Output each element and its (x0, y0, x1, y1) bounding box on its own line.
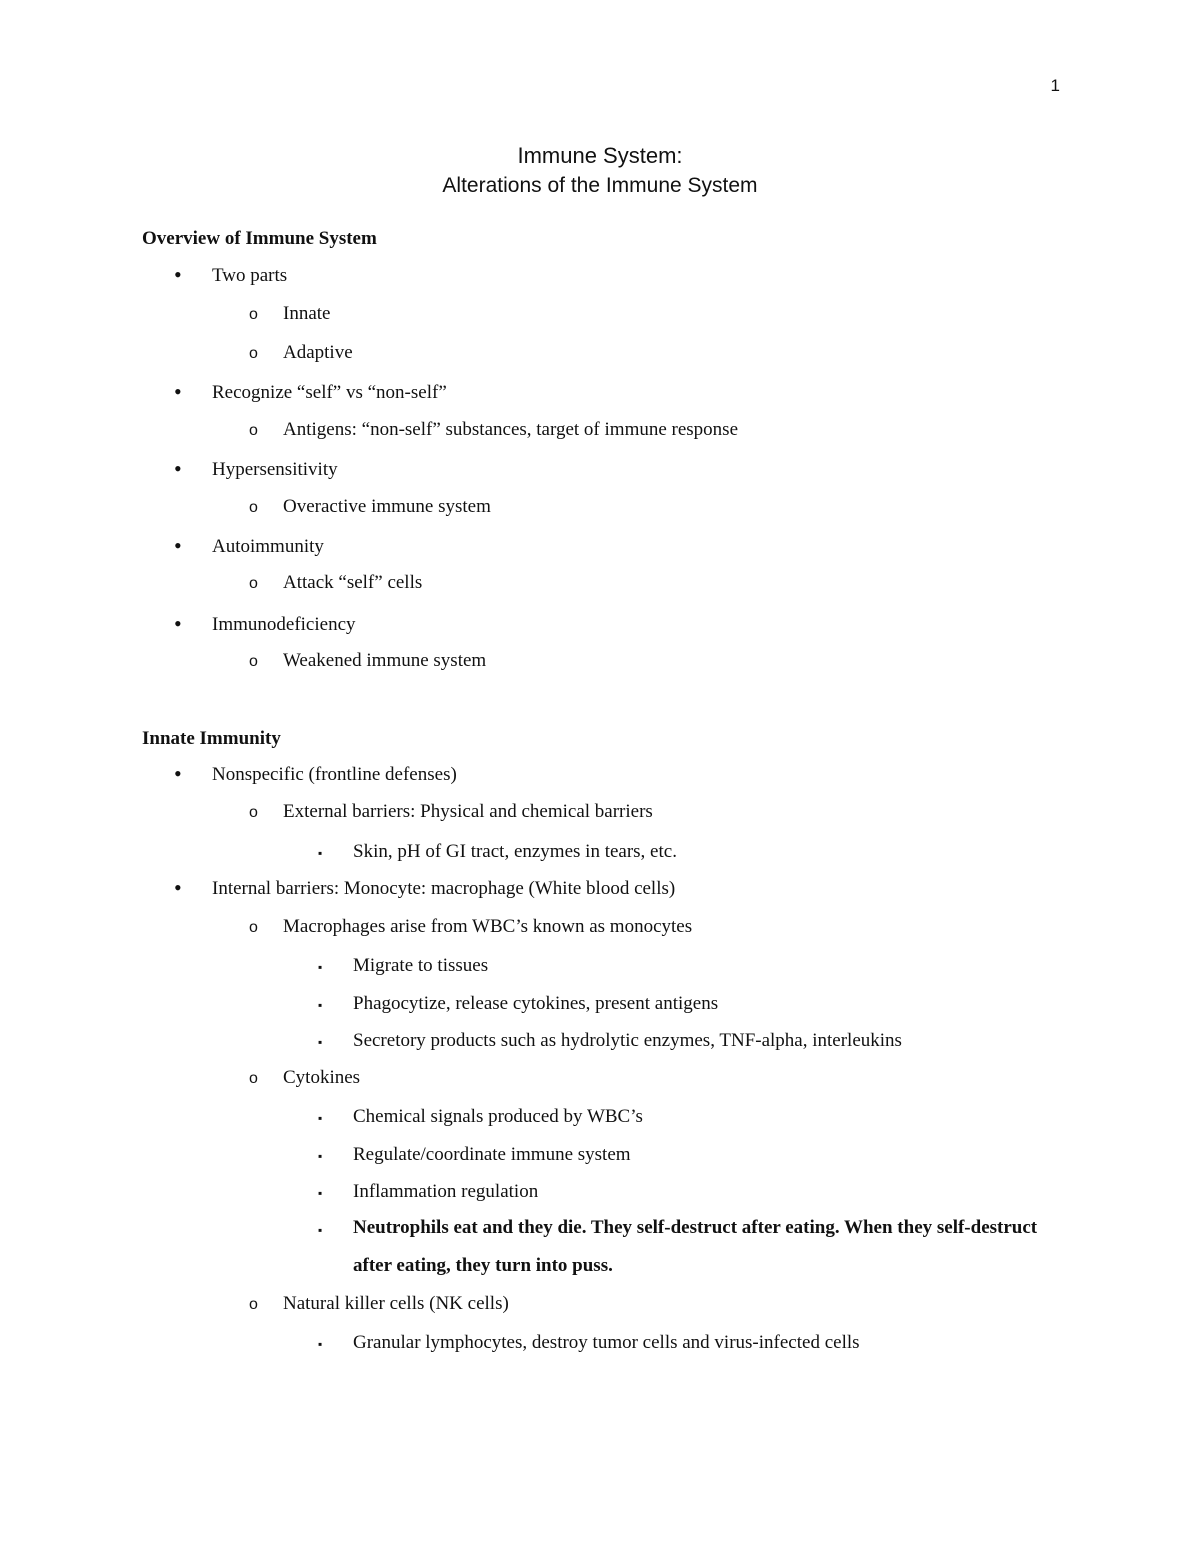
bullet-square-icon: ▪ (318, 846, 323, 860)
bullet-square-icon: ▪ (318, 1223, 323, 1237)
bullet-dot-icon: • (174, 456, 182, 481)
list-item: External barriers: Physical and chemical barriers (283, 801, 653, 822)
list-item: Phagocytize, release cytokines, present antigens (353, 993, 719, 1014)
bullet-circle-icon: o (249, 499, 258, 516)
list-item: Two parts (212, 265, 288, 286)
list-item: Internal barriers: Monocyte: macrophage (White blood cells) (212, 878, 676, 899)
list-item: Autoimmunity (212, 536, 324, 557)
bullet-circle-icon: o (249, 575, 258, 592)
page-number: 1 (1050, 76, 1060, 95)
section-heading-overview: Overview of Immune System (142, 228, 377, 249)
list-item: Recognize “self” vs “non-self” (212, 382, 447, 403)
bullet-circle-icon: o (249, 919, 258, 936)
list-item: Innate (283, 303, 331, 324)
bullet-square-icon: ▪ (318, 960, 323, 974)
bullet-dot-icon: • (174, 262, 182, 287)
section-heading-innate-immunity: Innate Immunity (142, 728, 281, 749)
bullet-square-icon: ▪ (318, 1186, 323, 1200)
list-item: Inflammation regulation (353, 1181, 539, 1202)
list-item: Chemical signals produced by WBC’s (353, 1106, 643, 1127)
document-subtitle: Alterations of the Immune System (442, 174, 758, 197)
list-item: Adaptive (283, 342, 353, 363)
list-item: Granular lymphocytes, destroy tumor cells and virus-infected cells (353, 1332, 860, 1353)
bullet-circle-icon: o (249, 804, 258, 821)
bullet-square-icon: ▪ (318, 1337, 323, 1351)
bullet-dot-icon: • (174, 761, 182, 786)
list-item: Macrophages arise from WBC’s known as monocytes (283, 916, 693, 937)
list-item: Hypersensitivity (212, 459, 338, 480)
list-item: Regulate/coordinate immune system (353, 1144, 631, 1165)
bullet-square-icon: ▪ (318, 1149, 323, 1163)
list-item: Cytokines (283, 1067, 361, 1088)
bullet-circle-icon: o (249, 653, 258, 670)
bullet-circle-icon: o (249, 422, 258, 439)
bullet-dot-icon: • (174, 379, 182, 404)
list-item-emphasized: Neutrophils eat and they die. They self-destruct after eating. When they self-destruct after eating, they turn into puss. (353, 1217, 1038, 1276)
list-item: Natural killer cells (NK cells) (283, 1293, 509, 1314)
list-item: Secretory products such as hydrolytic enzymes, TNF-alpha, interleukins (353, 1030, 902, 1051)
bullet-dot-icon: • (174, 875, 182, 900)
list-item: Immunodeficiency (212, 614, 356, 635)
list-item: Nonspecific (frontline defenses) (212, 764, 457, 785)
bullet-square-icon: ▪ (318, 1111, 323, 1125)
list-item: Antigens: “non-self” substances, target of immune response (283, 419, 739, 440)
document-title: Immune System: (517, 143, 683, 168)
list-item: Overactive immune system (283, 496, 491, 517)
list-item: Skin, pH of GI tract, enzymes in tears, etc. (353, 841, 677, 862)
bullet-square-icon: ▪ (318, 1035, 323, 1049)
bullet-dot-icon: • (174, 533, 182, 558)
bullet-circle-icon: o (249, 345, 258, 362)
list-item: Weakened immune system (283, 650, 487, 671)
list-item: Migrate to tissues (353, 955, 489, 976)
bullet-square-icon: ▪ (318, 998, 323, 1012)
bullet-circle-icon: o (249, 306, 258, 323)
bullet-circle-icon: o (249, 1070, 258, 1087)
bullet-dot-icon: • (174, 611, 182, 636)
bullet-circle-icon: o (249, 1296, 258, 1313)
list-item: Attack “self” cells (283, 572, 423, 593)
